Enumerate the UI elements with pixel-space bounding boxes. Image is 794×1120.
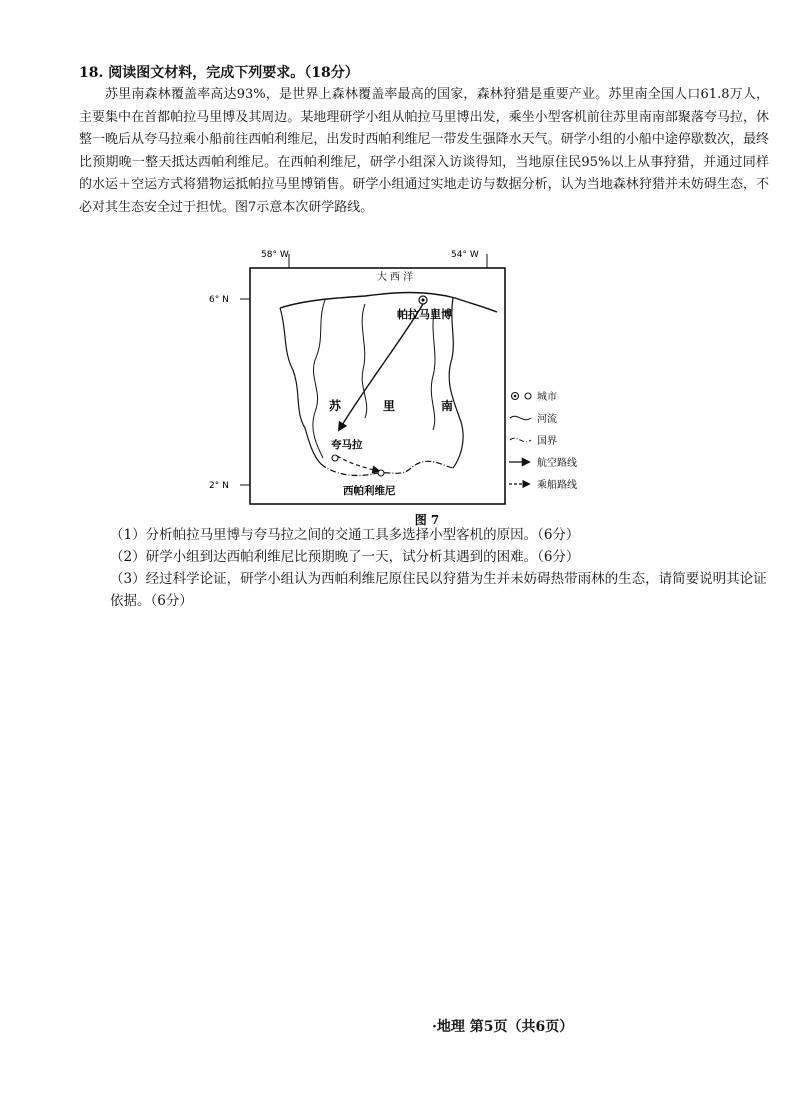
legend-river-label: 河流 — [537, 414, 557, 425]
legend-air-label: 航空路线 — [537, 458, 577, 469]
country-char-1: 苏 — [329, 399, 342, 413]
town2-marker — [378, 470, 384, 476]
river-central — [362, 304, 367, 418]
capital-label: 帕拉马里博 — [397, 308, 452, 321]
air-route — [339, 304, 423, 430]
boat-route — [337, 456, 379, 471]
lon-label-54w: 54° W — [451, 250, 479, 260]
map-legend — [509, 390, 577, 491]
subquestion-3: （3）经过科学论证，研学小组认为西帕利维尼原住民以狩猎为生并未妨碍热带雨林的生态，请简要说明其论证依据。（6分） — [110, 571, 767, 609]
legend-border-icon — [510, 438, 531, 441]
question-title: 18. 阅读图文材料，完成下列要求。（18分） — [79, 65, 359, 81]
figure-caption: 图 7 — [414, 513, 440, 527]
legend-city-icon — [525, 393, 531, 399]
river-east — [431, 308, 435, 430]
country-char-2: 里 — [383, 399, 396, 413]
country-char-3: 南 — [441, 399, 454, 413]
page-footer: ·地理 第5页（共6页） — [432, 1019, 574, 1035]
coastline — [280, 293, 497, 313]
lat-label-6n: 6° N — [209, 295, 229, 305]
border-west — [280, 308, 321, 464]
lon-label-58w: 58° W — [261, 250, 289, 260]
ocean-label: 大 西 洋 — [376, 272, 414, 283]
route-map-figure — [205, 242, 625, 532]
border-east — [449, 298, 463, 468]
border-south — [321, 461, 453, 475]
subquestion-1: （1）分析帕拉马里博与夸马拉之间的交通工具多选择小型客机的原因。（6分） — [110, 527, 580, 543]
town1-marker — [332, 455, 338, 461]
question-paragraph: 苏里南森林覆盖率高达93%，是世界上森林覆盖率最高的国家，森林狩猎是重要产业。苏里南全国人口61.8万人，主要集中在首都帕拉马里博及其周边。某地理研学小组从帕拉马里博出发，乘坐小型客机前往苏里南南部聚落夸马拉，休整一晚后从夸马拉乘小船前往西帕利维尼，出发时西帕利维尼一带发生强降水天气。研学小组的小船中途停歇数次，最终比预期晚一整天抵达西帕利维尼。在西帕利维尼，研学小组深入访谈得知，当地原住民95%以上从事狩猎，并通过同样的水运＋空运方式将猎物运抵帕拉马里博销售。研学小组通过实地走访与数据分析，认为当地森林狩猎并未妨碍生态，不必对其生态安全过于担忧。图7示意本次研学路线。 — [79, 87, 769, 215]
town1-label: 夸马拉 — [331, 439, 363, 451]
river-west — [313, 300, 325, 458]
legend-city-label: 城市 — [537, 392, 557, 403]
map-frame — [250, 268, 505, 504]
legend-boat-label: 乘船路线 — [537, 480, 577, 491]
capital-marker-dot — [421, 298, 424, 301]
subquestion-2: （2）研学小组到达西帕利维尼比预期晚了一天，试分析其遇到的困难。（6分） — [110, 549, 580, 565]
legend-river-icon — [510, 416, 531, 419]
town2-label: 西帕利维尼 — [343, 485, 396, 497]
legend-border-label: 国界 — [537, 436, 557, 447]
lat-label-2n: 2° N — [209, 481, 229, 491]
